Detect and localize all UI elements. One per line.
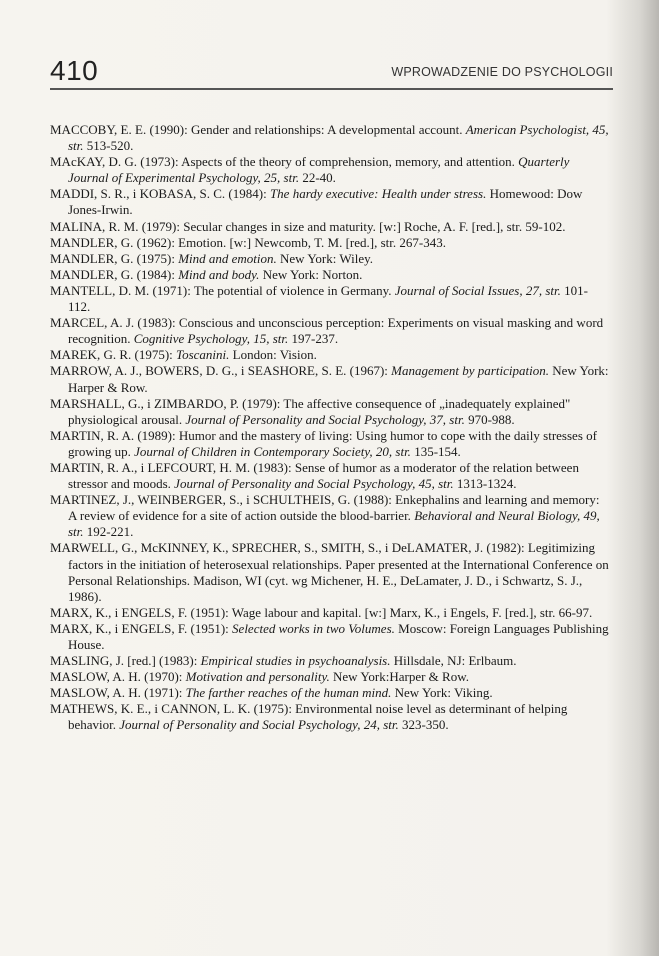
reference-source-title: Journal of Personality and Social Psychology, 45, str. — [174, 476, 454, 492]
reference-text: MASLOW, A. H. (1970): — [50, 669, 186, 685]
reference-source-title: The hardy executive: Health under stress. — [269, 186, 487, 202]
reference-entry — [50, 460, 610, 492]
reference-entry — [50, 653, 610, 669]
reference-entry — [50, 540, 610, 604]
reference-text: MANDLER, G. (1984): — [50, 266, 179, 282]
reference-source-title: Empirical studies in psychoanalysis. — [200, 653, 391, 669]
reference-source-title: American Psychologist, 45, str. — [68, 122, 609, 154]
reference-publisher-pages: 135-154. — [410, 443, 461, 459]
reference-text: MARWELL, G., McKINNEY, K., SPRECHER, S., SMITH, S., i DeLAMATER, J. (1982): Legitimizing factors in the initiation of heterosexual relationships. Paper presented at the International Conference on Personal Relationships. Madison, WI (cyt. wg Michener, H. E., DeLamater, J. D., i Schwartz, S. J., 1986). — [50, 540, 609, 604]
reference-publisher-pages: New York: Wiley. — [276, 250, 374, 266]
reference-entry — [50, 605, 610, 621]
reference-publisher-pages: 323-350. — [398, 717, 449, 733]
reference-publisher-pages: New York: Viking. — [391, 685, 493, 701]
reference-entry — [50, 621, 610, 653]
reference-text: MANDLER, G. (1975): — [50, 250, 179, 266]
page-number: 410 — [50, 55, 99, 86]
reference-source-title: Cognitive Psychology, 15, str. — [133, 331, 289, 347]
reference-source-title: Toscanini. — [176, 347, 230, 363]
reference-publisher-pages: 192-221. — [83, 524, 134, 540]
reference-text: MADDI, S. R., i KOBASA, S. C. (1984): — [50, 186, 270, 202]
reference-source-title: Selected works in two Volumes. — [232, 620, 395, 636]
reference-entry — [50, 186, 610, 218]
reference-text: MARTIN, R. A. (1989): Humor and the mastery of living: Using humor to cope with the daily stresses of growing up. — [50, 427, 597, 459]
reference-entry — [50, 428, 610, 460]
reference-text: MARSHALL, G., i ZIMBARDO, P. (1979): The affective consequence of „inadequately explained" physiological arousal. — [50, 395, 571, 427]
reference-entry — [50, 396, 610, 428]
reference-text: MACCOBY, E. E. (1990): Gender and relationships: A developmental account. — [50, 122, 466, 137]
reference-source-title: Journal of Personality and Social Psychology, 37, str. — [185, 411, 465, 427]
reference-publisher-pages: 101-112. — [68, 282, 588, 315]
reference-entry — [50, 219, 610, 235]
reference-source-title: Mind and body. — [178, 266, 260, 282]
reference-publisher-pages: New York: Harper & Row. — [68, 363, 609, 395]
reference-entry — [50, 251, 610, 267]
reference-source-title: Mind and emotion. — [178, 250, 277, 266]
reference-publisher-pages: 22-40. — [299, 170, 336, 186]
reference-entry — [50, 154, 610, 186]
reference-entry — [50, 122, 610, 154]
reference-publisher-pages: Hillsdale, NJ: Erlbaum. — [390, 653, 517, 669]
reference-entry — [50, 267, 610, 283]
reference-text: MALINA, R. M. (1979): Secular changes in size and maturity. [w:] Roche, A. F. [red.], str. 59-102. — [50, 218, 566, 234]
reference-text: MASLING, J. [red.] (1983): — [50, 653, 201, 669]
reference-source-title: Behavioral and Neural Biology, 49, str. — [68, 508, 600, 540]
reference-publisher-pages: 197-237. — [288, 331, 339, 347]
reference-entry — [50, 363, 610, 395]
reference-text: MARTINEZ, J., WEINBERGER, S., i SCHULTHEIS, G. (1988): Enkephalins and learning and memory: A review of evidence for a site of action outside the blood-barrier. — [50, 492, 600, 524]
reference-text: MAcKAY, D. G. (1973): Aspects of the theory of comprehension, memory, and attention. — [50, 154, 519, 170]
reference-publisher-pages: 970-988. — [464, 411, 515, 427]
reference-source-title: The farther reaches of the human mind. — [185, 685, 392, 701]
reference-text: MANDLER, G. (1962): Emotion. [w:] Newcomb, T. M. [red.], str. 267-343. — [50, 234, 446, 250]
reference-text: MASLOW, A. H. (1971): — [50, 685, 186, 701]
reference-publisher-pages: New York:Harper & Row. — [329, 669, 470, 685]
reference-entry — [50, 701, 610, 733]
reference-text: MATHEWS, K. E., i CANNON, L. K. (1975): Environmental noise level as determinant of helping behavior. — [50, 701, 568, 733]
reference-entry — [50, 685, 610, 701]
page-header — [50, 56, 613, 90]
reference-text: MARTIN, R. A., i LEFCOURT, H. M. (1983): Sense of humor as a moderator of the relation between stressor and moods. — [50, 459, 579, 492]
reference-text: MARROW, A. J., BOWERS, D. G., i SEASHORE, S. E. (1967): — [50, 363, 392, 379]
reference-publisher-pages: 513-520. — [83, 138, 134, 154]
reference-source-title: Management by participation. — [391, 363, 549, 379]
reference-publisher-pages: New York: Norton. — [259, 266, 363, 282]
reference-source-title: Journal of Social Issues, 27, str. — [394, 282, 561, 298]
reference-entry — [50, 347, 610, 363]
reference-entry — [50, 315, 610, 347]
reference-publisher-pages: 1313-1324. — [453, 476, 517, 492]
reference-source-title: Journal of Children in Contemporary Society, 20, str. — [134, 443, 411, 459]
reference-entry — [50, 283, 610, 315]
reference-list — [50, 122, 610, 734]
reference-entry — [50, 492, 610, 540]
reference-text: MARX, K., i ENGELS, F. (1951): Wage labour and kapital. [w:] Marx, K., i Engels, F. [red.], str. 66-97. — [50, 604, 593, 620]
reference-entry — [50, 235, 610, 251]
reference-publisher-pages: Moscow: Foreign Languages Publishing House. — [68, 620, 609, 652]
reference-source-title: Motivation and personality. — [185, 669, 330, 685]
reference-text: MAREK, G. R. (1975): — [50, 347, 177, 363]
running-head: WPROWADZENIE DO PSYCHOLOGII — [391, 65, 613, 79]
reference-publisher-pages: London: Vision. — [229, 347, 317, 363]
reference-text: MARX, K., i ENGELS, F. (1951): — [50, 620, 233, 636]
header-rule — [50, 88, 613, 90]
reference-source-title: Quarterly Journal of Experimental Psychology, 25, str. — [68, 154, 570, 186]
reference-entry — [50, 669, 610, 685]
reference-text: MANTELL, D. M. (1971): The potential of violence in Germany. — [50, 282, 395, 298]
reference-text: MARCEL, A. J. (1983): Conscious and unconscious perception: Experiments on visual masking and word recognition. — [50, 315, 604, 347]
reference-publisher-pages: Homewood: Dow Jones-Irwin. — [68, 186, 583, 218]
reference-source-title: Journal of Personality and Social Psychology, 24, str. — [119, 717, 399, 733]
